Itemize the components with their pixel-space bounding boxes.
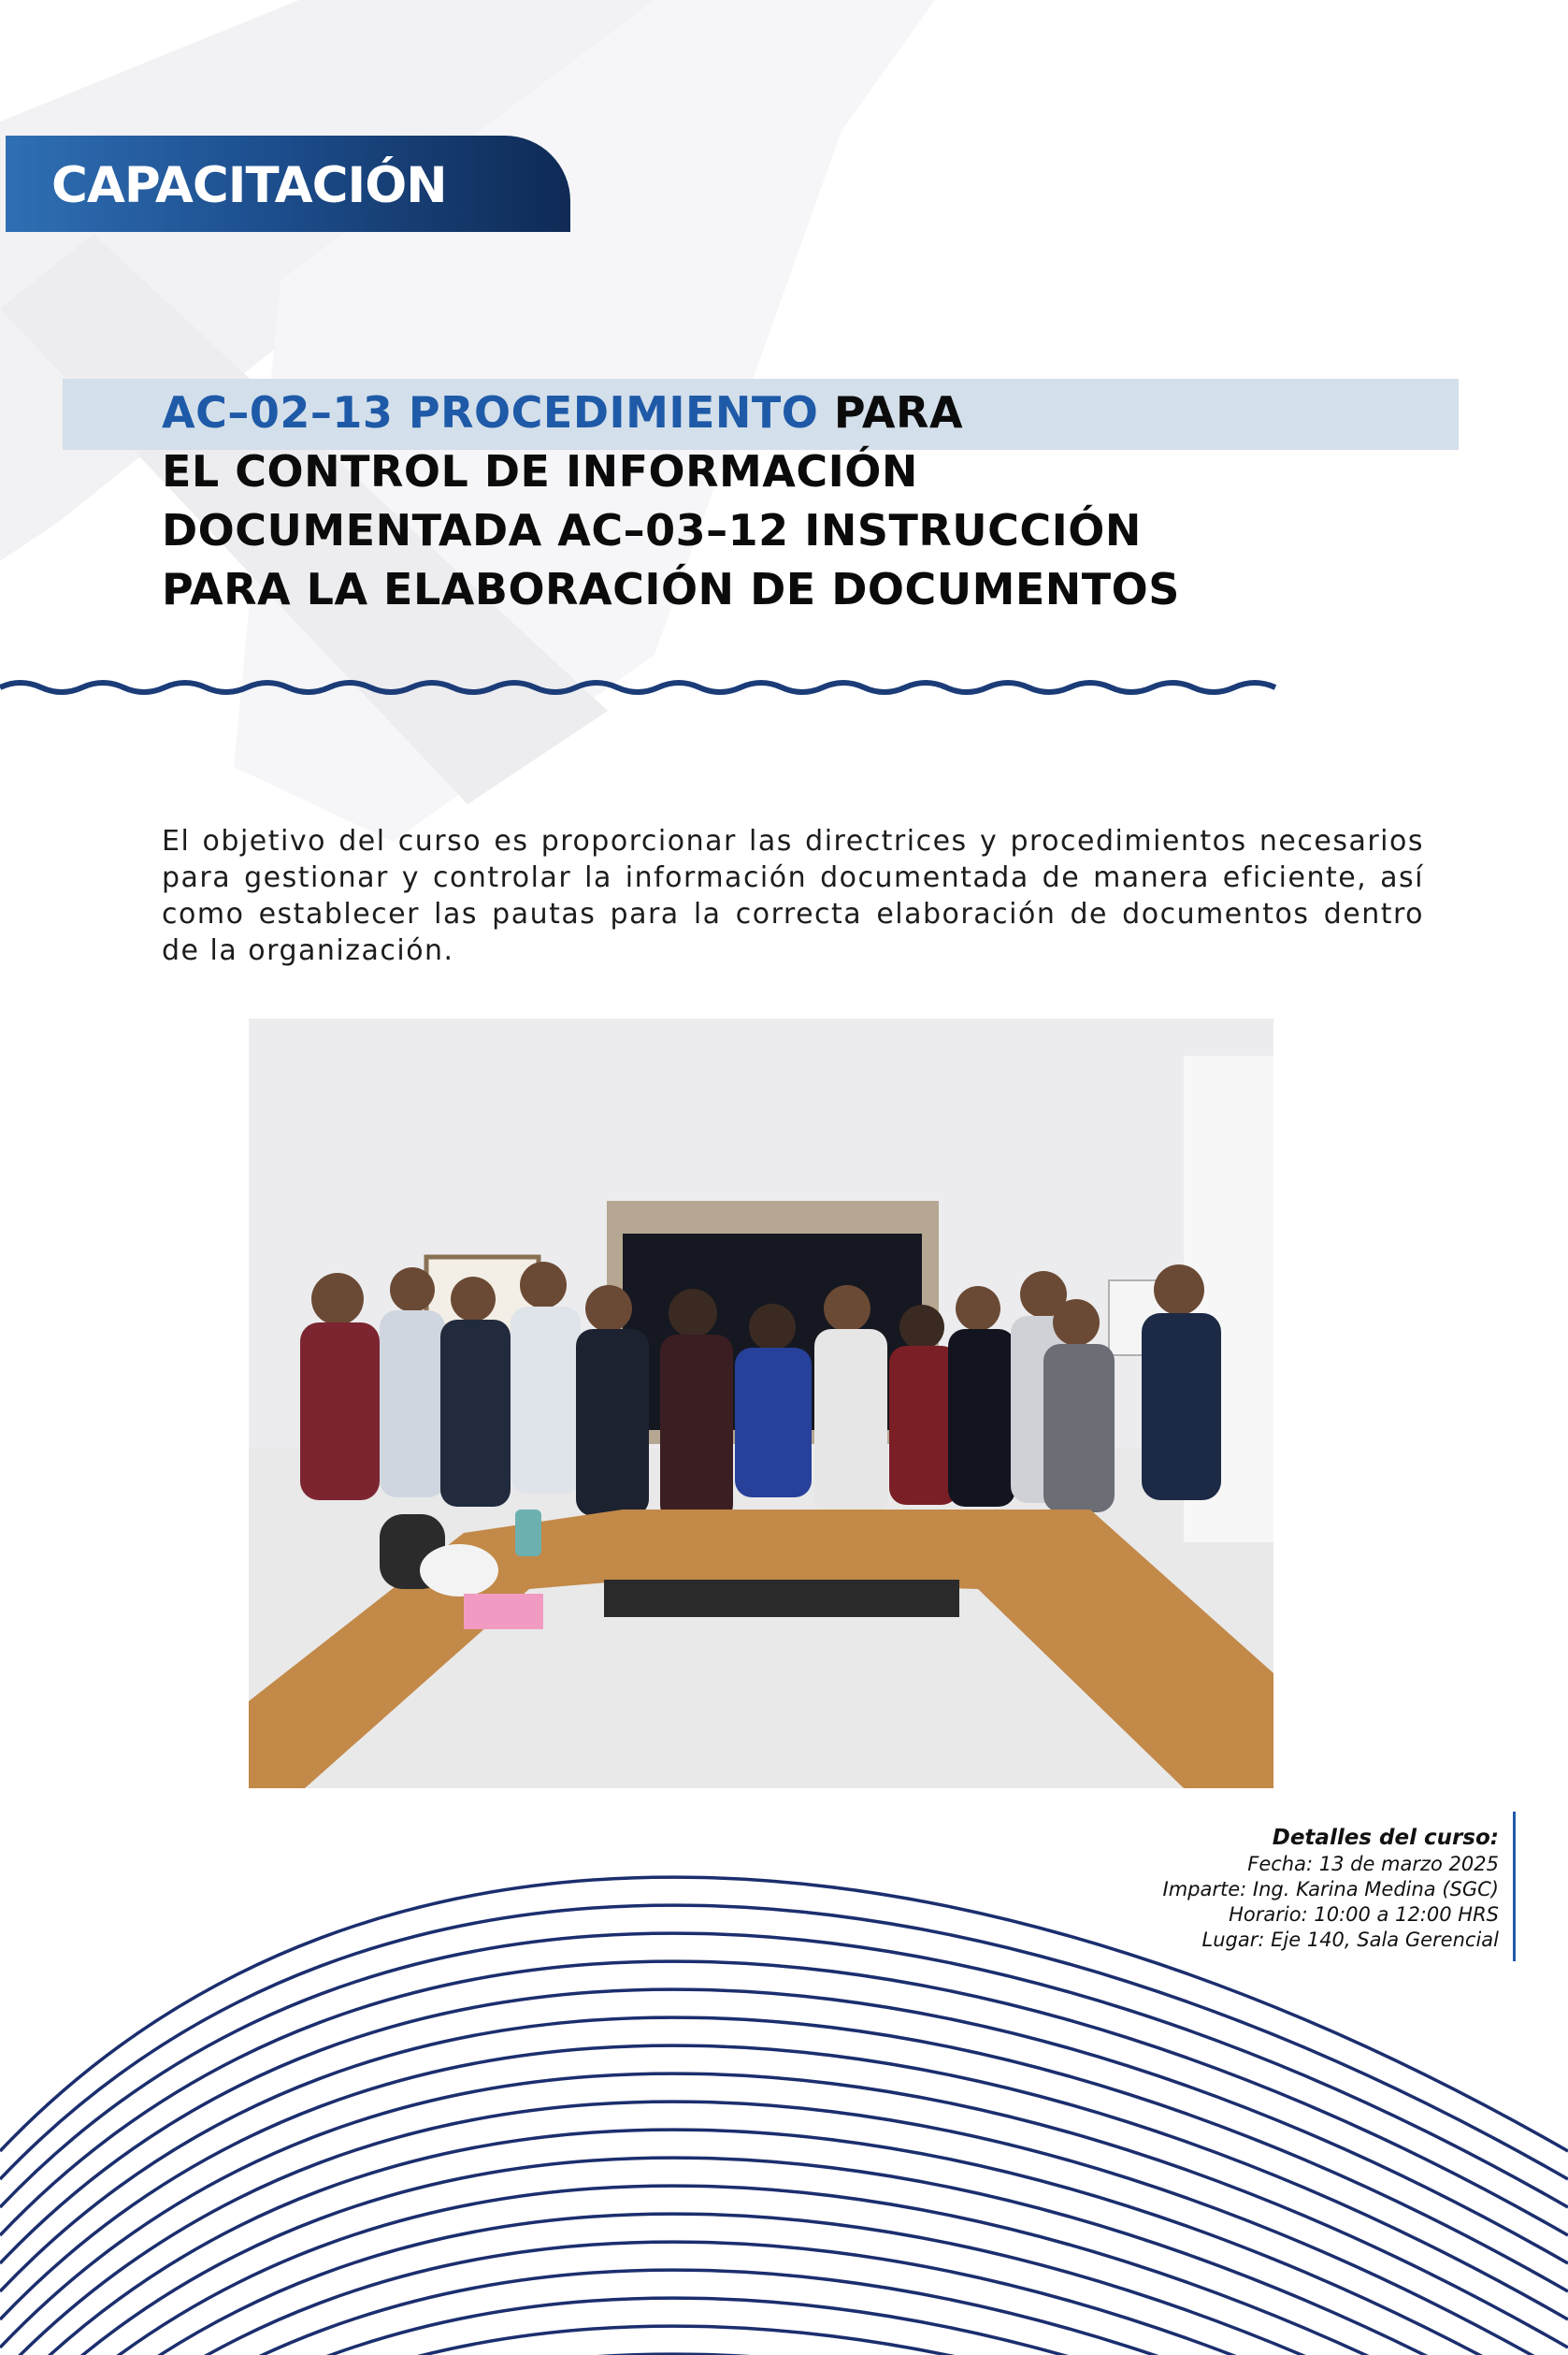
title-code-highlight: AC–02–13 PROCEDIMIENTO [162,387,819,438]
details-fecha: Fecha: 13 de marzo 2025 [1247,1853,1499,1875]
title-line2: EL CONTROL DE INFORMACIÓN [162,446,918,497]
wave-divider [0,683,1275,692]
bottom-wave-line [0,2298,1568,2355]
bottom-wave-line [0,2242,1568,2355]
details-divider [1513,1812,1516,1961]
course-details [1163,1824,1500,1953]
page-title [162,383,1471,619]
title-line4: PARA LA ELABORACIÓN DE DOCUMENTOS [162,564,1180,614]
title-line3: DOCUMENTADA AC–03–12 INSTRUCCIÓN [162,505,1142,556]
course-description: El objetivo del curso es proporcionar las directrices y procedimientos necesarios para gestionar y controlar la información documentada de manera eficiente, así como establecer las pautas para la correcta elaboración de documentos dentro de la organización. [162,825,1424,967]
group-photo [249,1019,1273,1788]
details-imparte: Imparte: Ing. Karina Medina (SGC) [1162,1878,1499,1900]
details-horario: Horario: 10:00 a 12:00 HRS [1229,1903,1499,1926]
details-lugar: Lugar: Eje 140, Sala Gerencial [1201,1929,1499,1951]
title-line1-rest: PARA [818,387,964,438]
badge-label: CAPACITACIÓN [51,157,447,214]
details-heading: Detalles del curso: [1272,1826,1499,1850]
